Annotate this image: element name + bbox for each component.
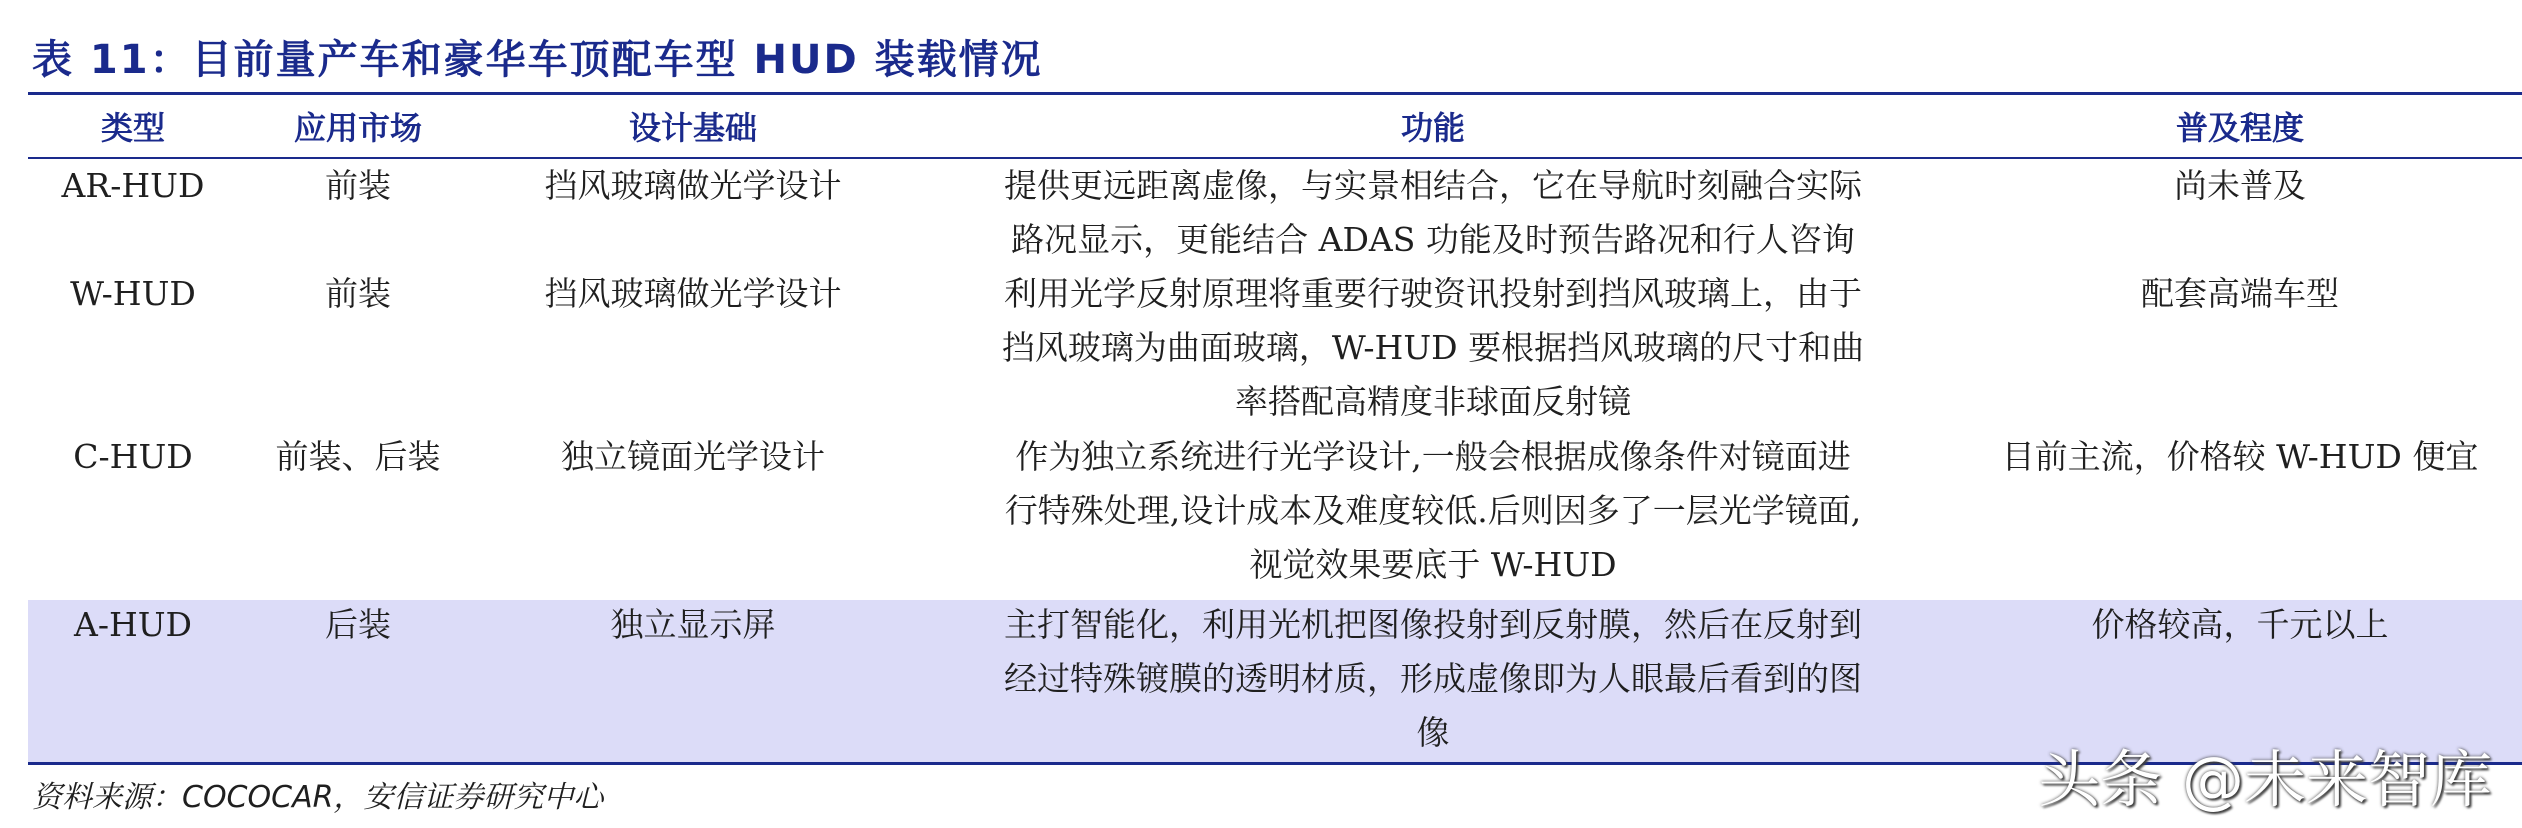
table-title: 表 11：目前量产车和豪华车顶配车型 HUD 装载情况 xyxy=(32,37,1043,83)
cell-popularity: 配套高端车型 xyxy=(2141,274,2339,313)
cell-type: A-HUD xyxy=(73,605,193,644)
cell-popularity: 尚未普及 xyxy=(2174,166,2306,205)
cell-type: AR-HUD xyxy=(61,166,205,205)
function-line: 利用光学反射原理将重要行驶资讯投射到挡风玻璃上，由于 xyxy=(1004,274,1862,313)
table-row xyxy=(28,157,2522,267)
header-basis: 设计基础 xyxy=(628,109,757,147)
cell-function xyxy=(908,157,1958,267)
cell-basis: 挡风玻璃做光学设计 xyxy=(544,274,842,313)
header-popularity: 普及程度 xyxy=(2175,109,2304,147)
cell-market: 前装 xyxy=(325,166,391,205)
cell-basis: 独立显示屏 xyxy=(610,605,776,644)
source-note: 资料来源：COCOCAR，安信证券研究中心 xyxy=(32,780,604,815)
cell-market: 后装 xyxy=(325,605,391,644)
header-market: 应用市场 xyxy=(293,109,422,147)
function-line: 率搭配高精度非球面反射镜 xyxy=(1235,382,1631,421)
header-type: 类型 xyxy=(100,109,165,147)
cell-popularity: 目前主流，价格较 W-HUD 便宜 xyxy=(2001,437,2479,476)
cell-function xyxy=(908,430,1958,598)
table-row xyxy=(28,430,2522,598)
function-line: 作为独立系统进行光学设计,一般会根据成像条件对镜面进 xyxy=(1015,437,1851,476)
cell-market: 前装 xyxy=(325,274,391,313)
function-line: 路况显示，更能结合 ADAS 功能及时预告路况和行人咨询 xyxy=(1011,220,1855,259)
function-line: 经过特殊镀膜的透明材质，形成虚像即为人眼最后看到的图 xyxy=(1004,659,1862,698)
cell-basis: 独立镜面光学设计 xyxy=(561,437,825,476)
table-row xyxy=(28,267,2522,430)
cell-function xyxy=(908,598,1958,760)
function-line: 行特殊处理,设计成本及难度较低.后则因多了一层光学镜面, xyxy=(1004,491,1862,530)
function-line: 主打智能化，利用光机把图像投射到反射膜，然后在反射到 xyxy=(1004,605,1862,644)
watermark: 头条 @未来智库 xyxy=(2038,743,2492,816)
cell-popularity: 价格较高，千元以上 xyxy=(2091,605,2389,644)
function-line: 像 xyxy=(1416,713,1450,752)
header-function: 功能 xyxy=(1400,109,1465,147)
cell-type: C-HUD xyxy=(73,437,193,476)
function-line: 视觉效果要底于 W-HUD xyxy=(1249,545,1617,584)
cell-function xyxy=(908,267,1958,430)
function-line: 提供更远距离虚像，与实景相结合，它在导航时刻融合实际 xyxy=(1004,166,1862,205)
cell-market: 前装、后装 xyxy=(275,437,441,476)
function-line: 挡风玻璃为曲面玻璃，W-HUD 要根据挡风玻璃的尺寸和曲 xyxy=(1001,328,1865,367)
cell-type: W-HUD xyxy=(70,274,196,313)
hud-table xyxy=(28,95,2522,760)
cell-basis: 挡风玻璃做光学设计 xyxy=(544,166,842,205)
header-row xyxy=(28,95,2522,157)
